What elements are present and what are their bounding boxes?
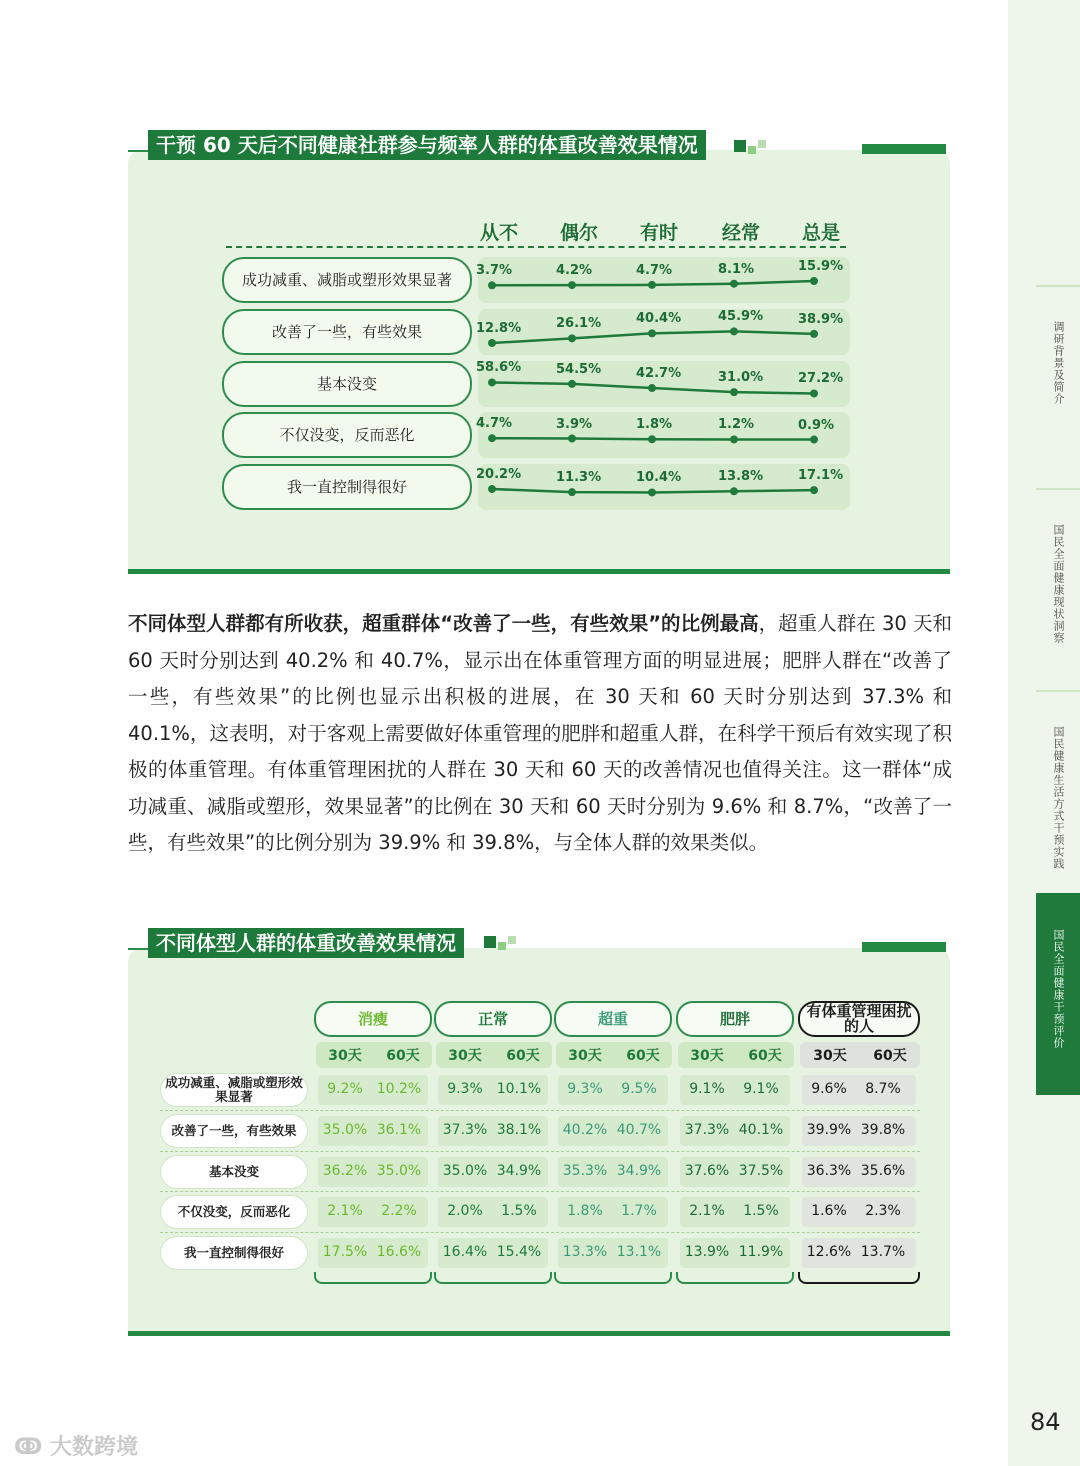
panel-top-line (128, 948, 148, 950)
decor-square-icon (508, 936, 516, 944)
chart1-title: 干预 60 天后不同健康社群参与频率人群的体重改善效果情况 (148, 130, 706, 160)
cell-value: 17.5% (322, 1244, 368, 1260)
cell-value: 37.6% (684, 1163, 730, 1179)
group-header: 消瘦 (314, 1001, 432, 1037)
cell-value: 1.5% (501, 1203, 537, 1219)
period-label: 30天 (448, 1048, 482, 1064)
period-label: 30天 (328, 1048, 362, 1064)
column-header: 从不 (480, 222, 519, 244)
data-point (810, 486, 818, 494)
cell-value: 13.9% (684, 1244, 730, 1260)
row-divider (160, 1232, 920, 1233)
column-header: 总是 (802, 222, 841, 244)
column-header: 经常 (722, 222, 761, 244)
cell-value: 40.7% (616, 1122, 662, 1138)
data-label: 17.1% (798, 468, 844, 484)
cell-value: 35.6% (860, 1163, 906, 1179)
panel-top-tab (862, 942, 946, 952)
cell-value: 40.1% (738, 1122, 784, 1138)
period-label: 60天 (873, 1048, 907, 1064)
sidebar-tab-label: 国民全面健康干预评价 (1052, 929, 1065, 1049)
period-label: 60天 (386, 1048, 420, 1064)
data-label: 1.2% (718, 417, 755, 433)
panel-base (128, 1331, 950, 1336)
data-point (488, 281, 496, 289)
data-point (488, 434, 496, 442)
cell-value: 37.5% (738, 1163, 784, 1179)
row-label: 改善了一些，有些效果 (161, 1115, 307, 1147)
data-label: 20.2% (476, 467, 522, 483)
data-label: 42.7% (636, 366, 682, 382)
data-label: 11.3% (556, 470, 602, 486)
data-label: 10.4% (636, 470, 682, 486)
group-header: 有体重管理困扰的人 (798, 1001, 920, 1037)
cell-value: 1.5% (743, 1203, 779, 1219)
cell-value: 9.5% (621, 1081, 657, 1097)
column-header: 偶尔 (560, 222, 599, 244)
data-label: 4.7% (636, 262, 673, 278)
group-footer (554, 1272, 672, 1284)
page-number: 84 (1030, 1408, 1061, 1436)
data-point (730, 487, 738, 495)
data-point (648, 384, 656, 392)
cell-value: 13.1% (616, 1244, 662, 1260)
sidebar-tab-label: 国民全面健康现状洞察 (1052, 524, 1065, 644)
column-header: 有时 (640, 222, 679, 244)
period-label: 30天 (813, 1048, 847, 1064)
cell-value: 12.6% (806, 1244, 852, 1260)
period-header (800, 1042, 920, 1068)
cell-value: 34.9% (496, 1163, 542, 1179)
data-point (488, 339, 496, 347)
data-label: 4.2% (556, 263, 593, 279)
cell-value: 2.3% (865, 1203, 901, 1219)
data-point (488, 485, 496, 493)
cell-value: 1.7% (621, 1203, 657, 1219)
row-label: 我一直控制得很好 (222, 464, 472, 510)
cell-value: 36.3% (806, 1163, 852, 1179)
data-label: 3.9% (556, 416, 593, 432)
data-point (730, 435, 738, 443)
data-label: 8.1% (718, 261, 755, 277)
cell-value: 35.0% (376, 1163, 422, 1179)
cell-value: 38.1% (496, 1122, 542, 1138)
cell-value: 1.8% (567, 1203, 603, 1219)
sidebar-tab-practice[interactable] (1036, 690, 1080, 892)
data-label: 27.2% (798, 371, 844, 387)
data-label: 45.9% (718, 309, 764, 325)
data-point (568, 435, 576, 443)
data-point (648, 329, 656, 337)
group-footer (676, 1272, 794, 1284)
cell-value: 16.4% (442, 1244, 488, 1260)
group-header: 正常 (434, 1001, 552, 1037)
period-header (556, 1042, 672, 1068)
sidebar-tab-evaluation[interactable] (1036, 893, 1080, 1095)
data-label: 38.9% (798, 311, 844, 327)
data-label: 58.6% (476, 360, 522, 376)
data-label: 31.0% (718, 370, 764, 386)
row-divider (160, 1191, 920, 1192)
row-divider (160, 1151, 920, 1152)
cell-value: 40.2% (562, 1122, 608, 1138)
sidebar-tab-label: 国民健康生活方式干预实践 (1052, 726, 1065, 870)
cell-value: 9.6% (811, 1081, 847, 1097)
group-footer (314, 1272, 432, 1284)
data-point (488, 378, 496, 386)
paragraph-lead: 不同体型人群都有所收获，超重群体“改善了一些，有些效果”的比例最高 (128, 612, 759, 635)
chart2-title: 不同体型人群的体重改善效果情况 (148, 928, 464, 958)
row-label: 成功减重、减脂或塑形效果显著 (161, 1074, 307, 1106)
cell-value: 9.3% (447, 1081, 483, 1097)
data-label: 13.8% (718, 469, 764, 485)
cell-value: 37.3% (684, 1122, 730, 1138)
sidebar-tab-label: 调研背景及简介 (1052, 321, 1065, 405)
row-label: 我一直控制得很好 (161, 1237, 307, 1269)
cell-value: 39.8% (860, 1122, 906, 1138)
group-footer (434, 1272, 552, 1284)
cell-value: 9.3% (567, 1081, 603, 1097)
period-header (316, 1042, 432, 1068)
data-label: 40.4% (636, 311, 682, 327)
row-label: 不仅没变，反而恶化 (222, 412, 472, 458)
data-point (730, 327, 738, 335)
cell-value: 39.9% (806, 1122, 852, 1138)
data-point (810, 389, 818, 397)
row-label: 成功减重、减脂或塑形效果显著 (222, 257, 472, 303)
cell-value: 2.1% (327, 1203, 363, 1219)
cell-value: 36.2% (322, 1163, 368, 1179)
row-divider (160, 1110, 920, 1111)
data-point (730, 280, 738, 288)
cell-value: 9.1% (743, 1081, 779, 1097)
cell-value: 13.7% (860, 1244, 906, 1260)
paragraph-rest: ，超重人群在 30 天和 60 天时分别达到 40.2% 和 40.7%，显示出在体重管理方面的明显进展；肥胖人群在“改善了一些，有些效果”的比例也显示出积极的进展，在 30 天和 60 天时分别达到 37.3% 和 40.1%，这表明，对于客观上需要做好体重管理的肥胖和超重人群，在科学干预后有效实现了积极的体重管理。有体重管理困扰的人群在 30 天和 60 天的改善情况也值得关注。这一群体“成功减重、减脂或塑形，效果显著”的比例在 30 天和 60 天时分别为 9.6% 和 8.7%，“改善了一些，有些效果”的比例分别为 39.9% 和 39.8%，与全体人群的效果类似。 (128, 612, 952, 854)
row-label: 改善了一些，有些效果 (222, 309, 472, 355)
data-label: 26.1% (556, 316, 602, 332)
group-header: 超重 (554, 1001, 672, 1037)
cell-value: 1.6% (811, 1203, 847, 1219)
cell-value: 34.9% (616, 1163, 662, 1179)
group-header: 肥胖 (676, 1001, 794, 1037)
period-label: 60天 (626, 1048, 660, 1064)
cell-value: 2.1% (689, 1203, 725, 1219)
row-label: 基本没变 (222, 361, 472, 407)
data-point (730, 388, 738, 396)
chart1-lines (0, 0, 1080, 600)
cell-value: 36.1% (376, 1122, 422, 1138)
cell-value: 16.6% (376, 1244, 422, 1260)
period-label: 60天 (506, 1048, 540, 1064)
data-point (810, 436, 818, 444)
data-point (810, 330, 818, 338)
cell-value: 9.2% (327, 1081, 363, 1097)
decor-square-icon (484, 936, 496, 948)
data-label: 4.7% (476, 416, 513, 432)
cell-value: 13.3% (562, 1244, 608, 1260)
watermark-logo: ↂ 大数跨境 (14, 1435, 139, 1460)
cell-value: 2.2% (381, 1203, 417, 1219)
data-point (568, 281, 576, 289)
cell-value: 10.2% (376, 1081, 422, 1097)
row-label: 不仅没变，反而恶化 (161, 1196, 307, 1228)
cell-value: 9.1% (689, 1081, 725, 1097)
period-label: 60天 (748, 1048, 782, 1064)
period-header (678, 1042, 794, 1068)
data-label: 12.8% (476, 321, 522, 336)
cell-value: 35.0% (322, 1122, 368, 1138)
cell-value: 35.0% (442, 1163, 488, 1179)
cell-value: 11.9% (738, 1244, 784, 1260)
data-label: 1.8% (636, 417, 673, 433)
decor-square-icon (498, 942, 506, 950)
period-header (436, 1042, 552, 1068)
group-footer (798, 1272, 920, 1284)
data-point (648, 435, 656, 443)
cell-value: 10.1% (496, 1081, 542, 1097)
row-label: 基本没变 (161, 1156, 307, 1188)
cell-value: 35.3% (562, 1163, 608, 1179)
data-label: 0.9% (798, 417, 835, 433)
data-point (810, 277, 818, 285)
data-label: 3.7% (476, 263, 513, 279)
data-label: 54.5% (556, 361, 602, 377)
cell-value: 37.3% (442, 1122, 488, 1138)
data-point (648, 281, 656, 289)
data-point (568, 488, 576, 496)
period-label: 30天 (568, 1048, 602, 1064)
cell-value: 15.4% (496, 1244, 542, 1260)
data-point (648, 488, 656, 496)
data-point (568, 334, 576, 342)
cell-value: 8.7% (865, 1081, 901, 1097)
period-label: 30天 (690, 1048, 724, 1064)
body-paragraph (128, 606, 952, 862)
watermark-text: 大数跨境 (50, 1435, 139, 1460)
data-point (568, 380, 576, 388)
cell-value: 2.0% (447, 1203, 483, 1219)
data-label: 15.9% (798, 258, 844, 274)
